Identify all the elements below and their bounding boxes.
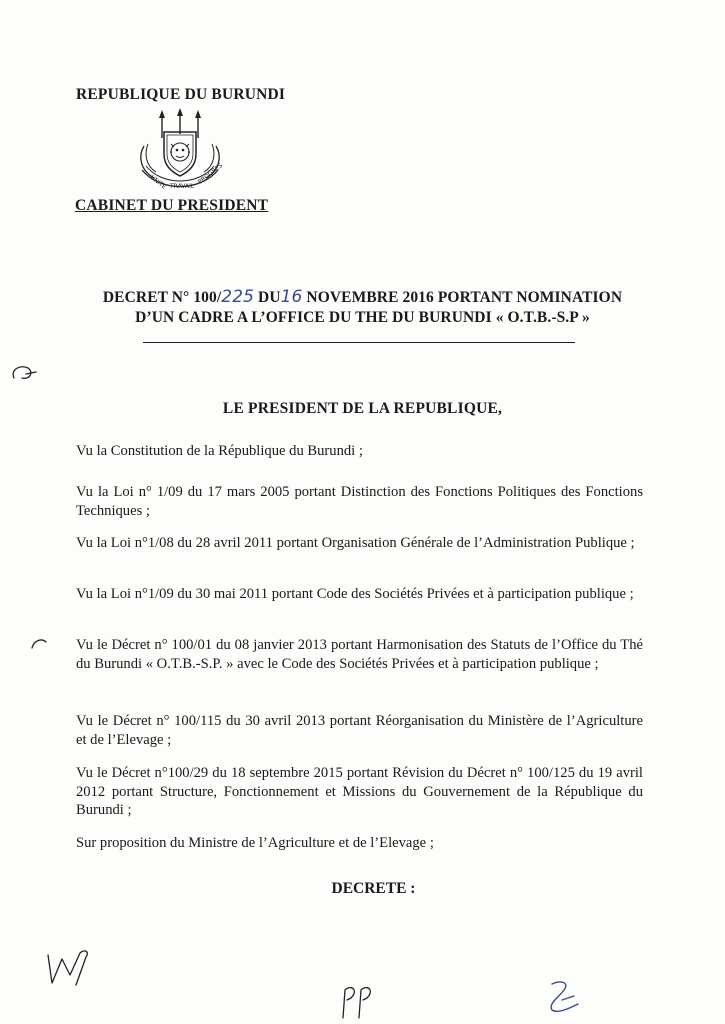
- republic-heading: REPUBLIQUE DU BURUNDI: [76, 86, 286, 103]
- paragraph-decret-2013-otb: Vu le Décret n° 100/01 du 08 janvier 2013 portant Harmonisation des Statuts de l’Office du Thé du Burundi « O.T.B.-S.P. » avec le Code des Sociétés Privées et à participation publique ;: [76, 637, 643, 672]
- paragraph-decret-2015: Vu le Décret n°100/29 du 18 septembre 2015 portant Révision du Décret n° 100/125 du 19 avril 2012 portant Structure, Fonctionnement et Missions du Gouvernement de la République du Burundi ;: [76, 765, 643, 818]
- decree-title: [60, 287, 665, 328]
- paragraph-loi-2005: Vu la Loi n° 1/09 du 17 mars 2005 portant Distinction des Fonctions Politiques des Fonctions Techniques ;: [76, 484, 643, 519]
- initials-signature-center: [335, 982, 385, 1020]
- decrete-heading: DECRETE :: [331, 880, 416, 897]
- handwritten-day: 16: [280, 287, 303, 307]
- cabinet-heading: CABINET DU PRESIDENT: [75, 197, 269, 214]
- paragraph-loi-2011-administration: Vu la Loi n°1/08 du 28 avril 2011 portant Organisation Générale de l’Administration Publique ;: [76, 535, 635, 551]
- initials-signature-left: [40, 945, 100, 987]
- initials-signature-right: [540, 978, 590, 1018]
- decree-title-line2: D’UN CADRE A L’OFFICE DU THE DU BURUNDI « O.T.B.-S.P »: [135, 309, 590, 326]
- paragraph-loi-2011-societes: Vu la Loi n°1/09 du 30 mai 2011 portant Code des Sociétés Privées et à participation publique ;: [76, 586, 634, 602]
- emblem-motto-progres: PROGRES: [196, 162, 225, 186]
- margin-tick-mark: [28, 636, 50, 652]
- president-heading: LE PRESIDENT DE LA REPUBLIQUE,: [222, 400, 503, 417]
- handwritten-decree-number: 225: [221, 287, 255, 307]
- margin-mark: [6, 360, 42, 386]
- emblem-motto-unite: UNITE: [148, 174, 168, 191]
- emblem-motto-travail: TRAVAIL: [170, 183, 195, 190]
- paragraph-decret-2013-ministere: Vu le Décret n° 100/115 du 30 avril 2013 portant Réorganisation du Ministère de l’Agriculture et de l’Elevage ;: [76, 713, 643, 748]
- decree-title-line1: DECRET N° 100/225 DU16 NOVEMBRE 2016 PORTANT NOMINATION: [102, 287, 623, 307]
- burundi-coat-of-arms-emblem: [130, 108, 230, 194]
- paragraph-constitution: Vu la Constitution de la République du Burundi ;: [76, 443, 363, 459]
- paragraph-proposition: Sur proposition du Ministre de l’Agriculture et de l’Elevage ;: [76, 835, 434, 851]
- title-divider: [143, 342, 575, 343]
